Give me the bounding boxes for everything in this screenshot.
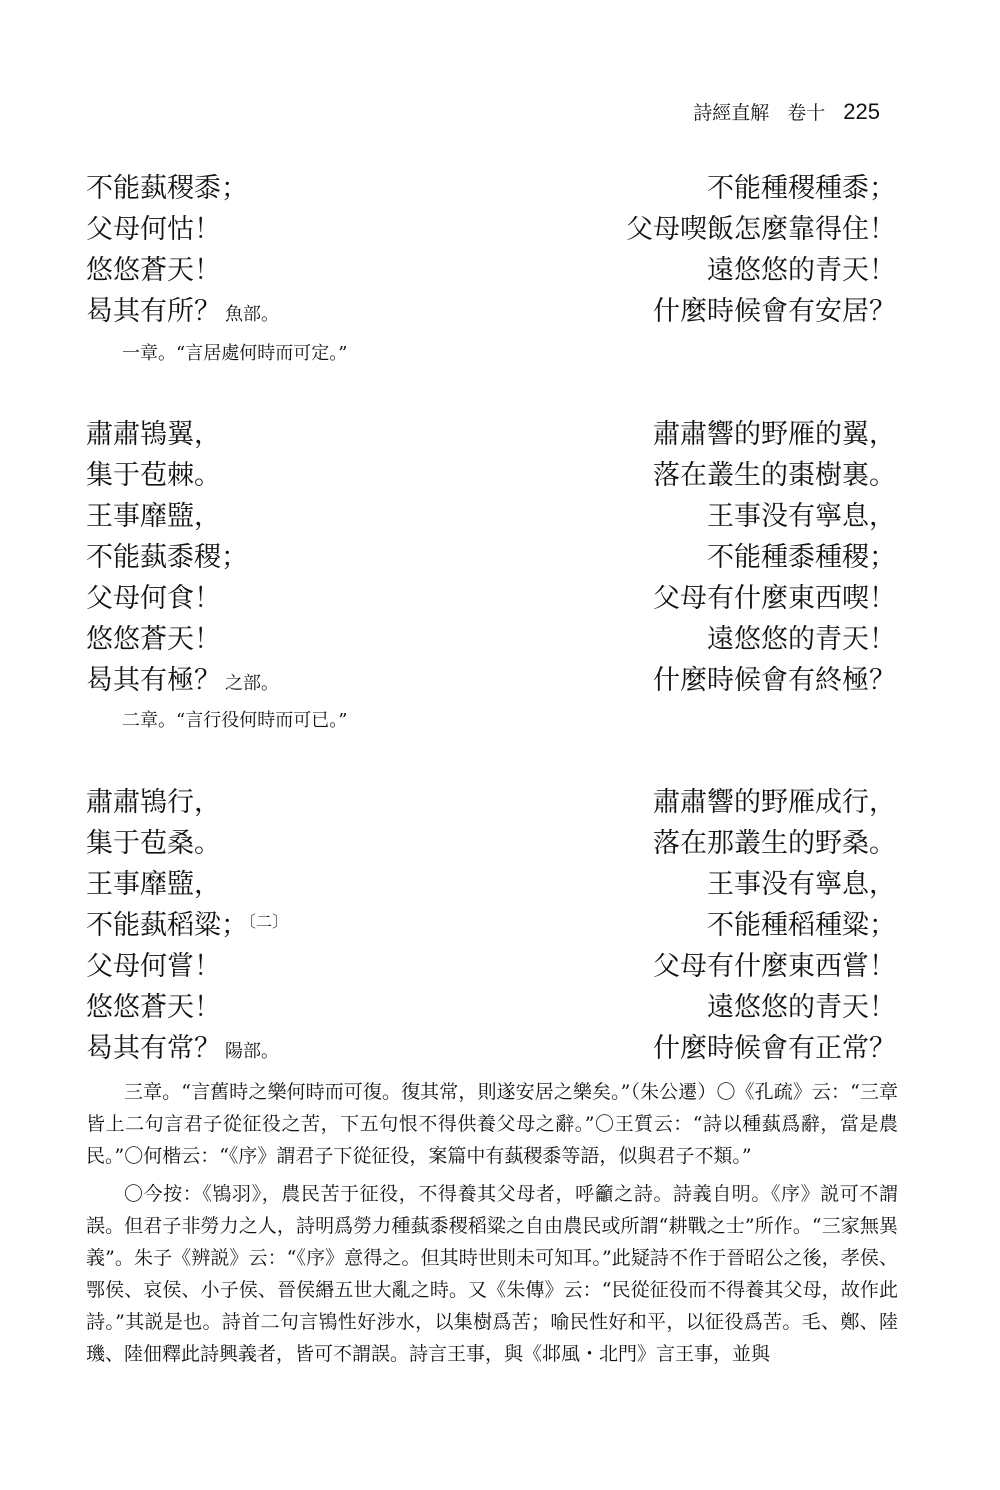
- verse-line: [86, 291, 896, 332]
- verse-line: [86, 987, 896, 1028]
- translation-line: 不能種稷種黍；: [707, 173, 896, 204]
- original-line: 王事靡盬，: [86, 869, 221, 900]
- original-line: 肅肅鴇翼，: [86, 419, 221, 450]
- chapter-note-2: 二章。“言行役何時而可已。”: [122, 710, 348, 731]
- translation-line: 肅肅響的野雁的翼，: [653, 419, 896, 450]
- original-line: 王事靡盬，: [86, 501, 221, 532]
- original-line: 悠悠蒼天！: [86, 624, 221, 655]
- translation-line: 王事没有寧息，: [707, 869, 896, 900]
- verse-line: [86, 496, 896, 537]
- commentary-paragraph: 三章。“言舊時之樂何時而可復。復其常，則遂安居之樂矣。”（朱公遷）〇《孔疏》云：“三章皆上二句言君子從征役之苦，下五句恨不得供養父母之辭。”〇王質云：“詩以種蓺爲辭，當是農民。”〇何楷云：“《序》謂君子下從征役，案篇中有蓺稷黍等語，似與君子不類。”: [86, 1081, 898, 1167]
- verse-line: [86, 1028, 896, 1069]
- translation-line: 不能種黍種稷；: [707, 542, 896, 573]
- original-line: 不能蓺稻粱；$^{〔二〕}$: [86, 910, 289, 941]
- translation-line: 肅肅響的野雁成行，: [653, 787, 896, 818]
- page-number: 225: [843, 99, 880, 124]
- translation-line: 父母喫飯怎麼靠得住！: [626, 214, 896, 245]
- translation-line: 什麼時候會有終極？: [653, 665, 896, 696]
- translation-line: 落在叢生的棗樹裏。: [653, 460, 896, 491]
- verse-line: [86, 946, 896, 987]
- translation-line: 落在那叢生的野桑。: [653, 828, 896, 859]
- verse-line: [86, 905, 896, 946]
- rhyme-note: 魚部。: [225, 304, 279, 325]
- verse-line: [86, 168, 896, 209]
- footnote-marker: 〔二〕: [248, 912, 289, 931]
- rhyme-note: 之部。: [225, 673, 279, 694]
- translation-line: 王事没有寧息，: [707, 501, 896, 532]
- original-line: 父母何食！: [86, 583, 221, 614]
- verse-line: [86, 864, 896, 905]
- volume-label: 卷十: [787, 102, 826, 124]
- running-header: [693, 98, 880, 125]
- verse-line: [86, 414, 896, 455]
- verse-line: [86, 823, 896, 864]
- rhyme-note: 陽部。: [225, 1041, 279, 1062]
- original-line: 父母何嘗！: [86, 951, 221, 982]
- stanza-2: [86, 414, 896, 701]
- translation-line: 遠悠悠的青天！: [707, 992, 896, 1023]
- original-line: 不能蓺黍稷；: [86, 542, 248, 573]
- translation-line: 遠悠悠的青天！: [707, 255, 896, 286]
- verse-line: [86, 619, 896, 660]
- translation-line: 父母有什麼東西嘗！: [653, 951, 896, 982]
- verse-line: [86, 782, 896, 823]
- original-line: 曷其有極？ 之部。: [86, 665, 279, 696]
- verse-line: [86, 250, 896, 291]
- verse-line: [86, 578, 896, 619]
- verse-line: [86, 660, 896, 701]
- translation-line: 什麼時候會有正常？: [653, 1033, 896, 1064]
- stanza-3: [86, 782, 896, 1069]
- original-line: 曷其有所？ 魚部。: [86, 296, 279, 327]
- verse-line: [86, 537, 896, 578]
- original-line: 曷其有常？ 陽部。: [86, 1033, 279, 1064]
- translation-line: 遠悠悠的青天！: [707, 624, 896, 655]
- original-line: 肅肅鴇行，: [86, 787, 221, 818]
- original-line: 不能蓺稷黍；: [86, 173, 248, 204]
- translation-line: 父母有什麼東西喫！: [653, 583, 896, 614]
- verse-line: [86, 455, 896, 496]
- original-line: 父母何怙！: [86, 214, 221, 245]
- original-line: 集于苞棘。: [86, 460, 221, 491]
- commentary: [86, 1076, 898, 1370]
- verse-line: [86, 209, 896, 250]
- original-line: 集于苞桑。: [86, 828, 221, 859]
- stanza-1: [86, 168, 896, 332]
- original-line: 悠悠蒼天！: [86, 255, 221, 286]
- chapter-note-1: 一章。“言居處何時而可定。”: [122, 343, 348, 364]
- original-line: 悠悠蒼天！: [86, 992, 221, 1023]
- translation-line: 什麼時候會有安居？: [653, 296, 896, 327]
- book-title: 詩經直解: [693, 102, 770, 124]
- translation-line: 不能種稻種粱；: [707, 910, 896, 941]
- commentary-paragraph: 〇今按：《鴇羽》，農民苦于征役，不得養其父母者，呼籲之詩。詩義自明。《序》説可不謂誤。但君子非勞力之人，詩明爲勞力種蓺黍稷稻粱之自由農民或所謂“耕戰之士”所作。“三家無異義”。朱子《辨説》云：“《序》意得之。但其時世則未可知耳。”此疑詩不作于晉昭公之後，孝侯、鄂侯、哀侯、小子侯、晉侯緡五世大亂之時。又《朱傳》云：“民從征役而不得養其父母，故作此詩。”其説是也。詩首二句言鴇性好涉水，以集樹爲苦；喻民性好和平，以征役爲苦。毛、鄭、陸璣、陸佃釋此詩興義者，皆可不謂誤。詩言王事，與《邶風・北門》言王事，並與: [86, 1183, 898, 1365]
